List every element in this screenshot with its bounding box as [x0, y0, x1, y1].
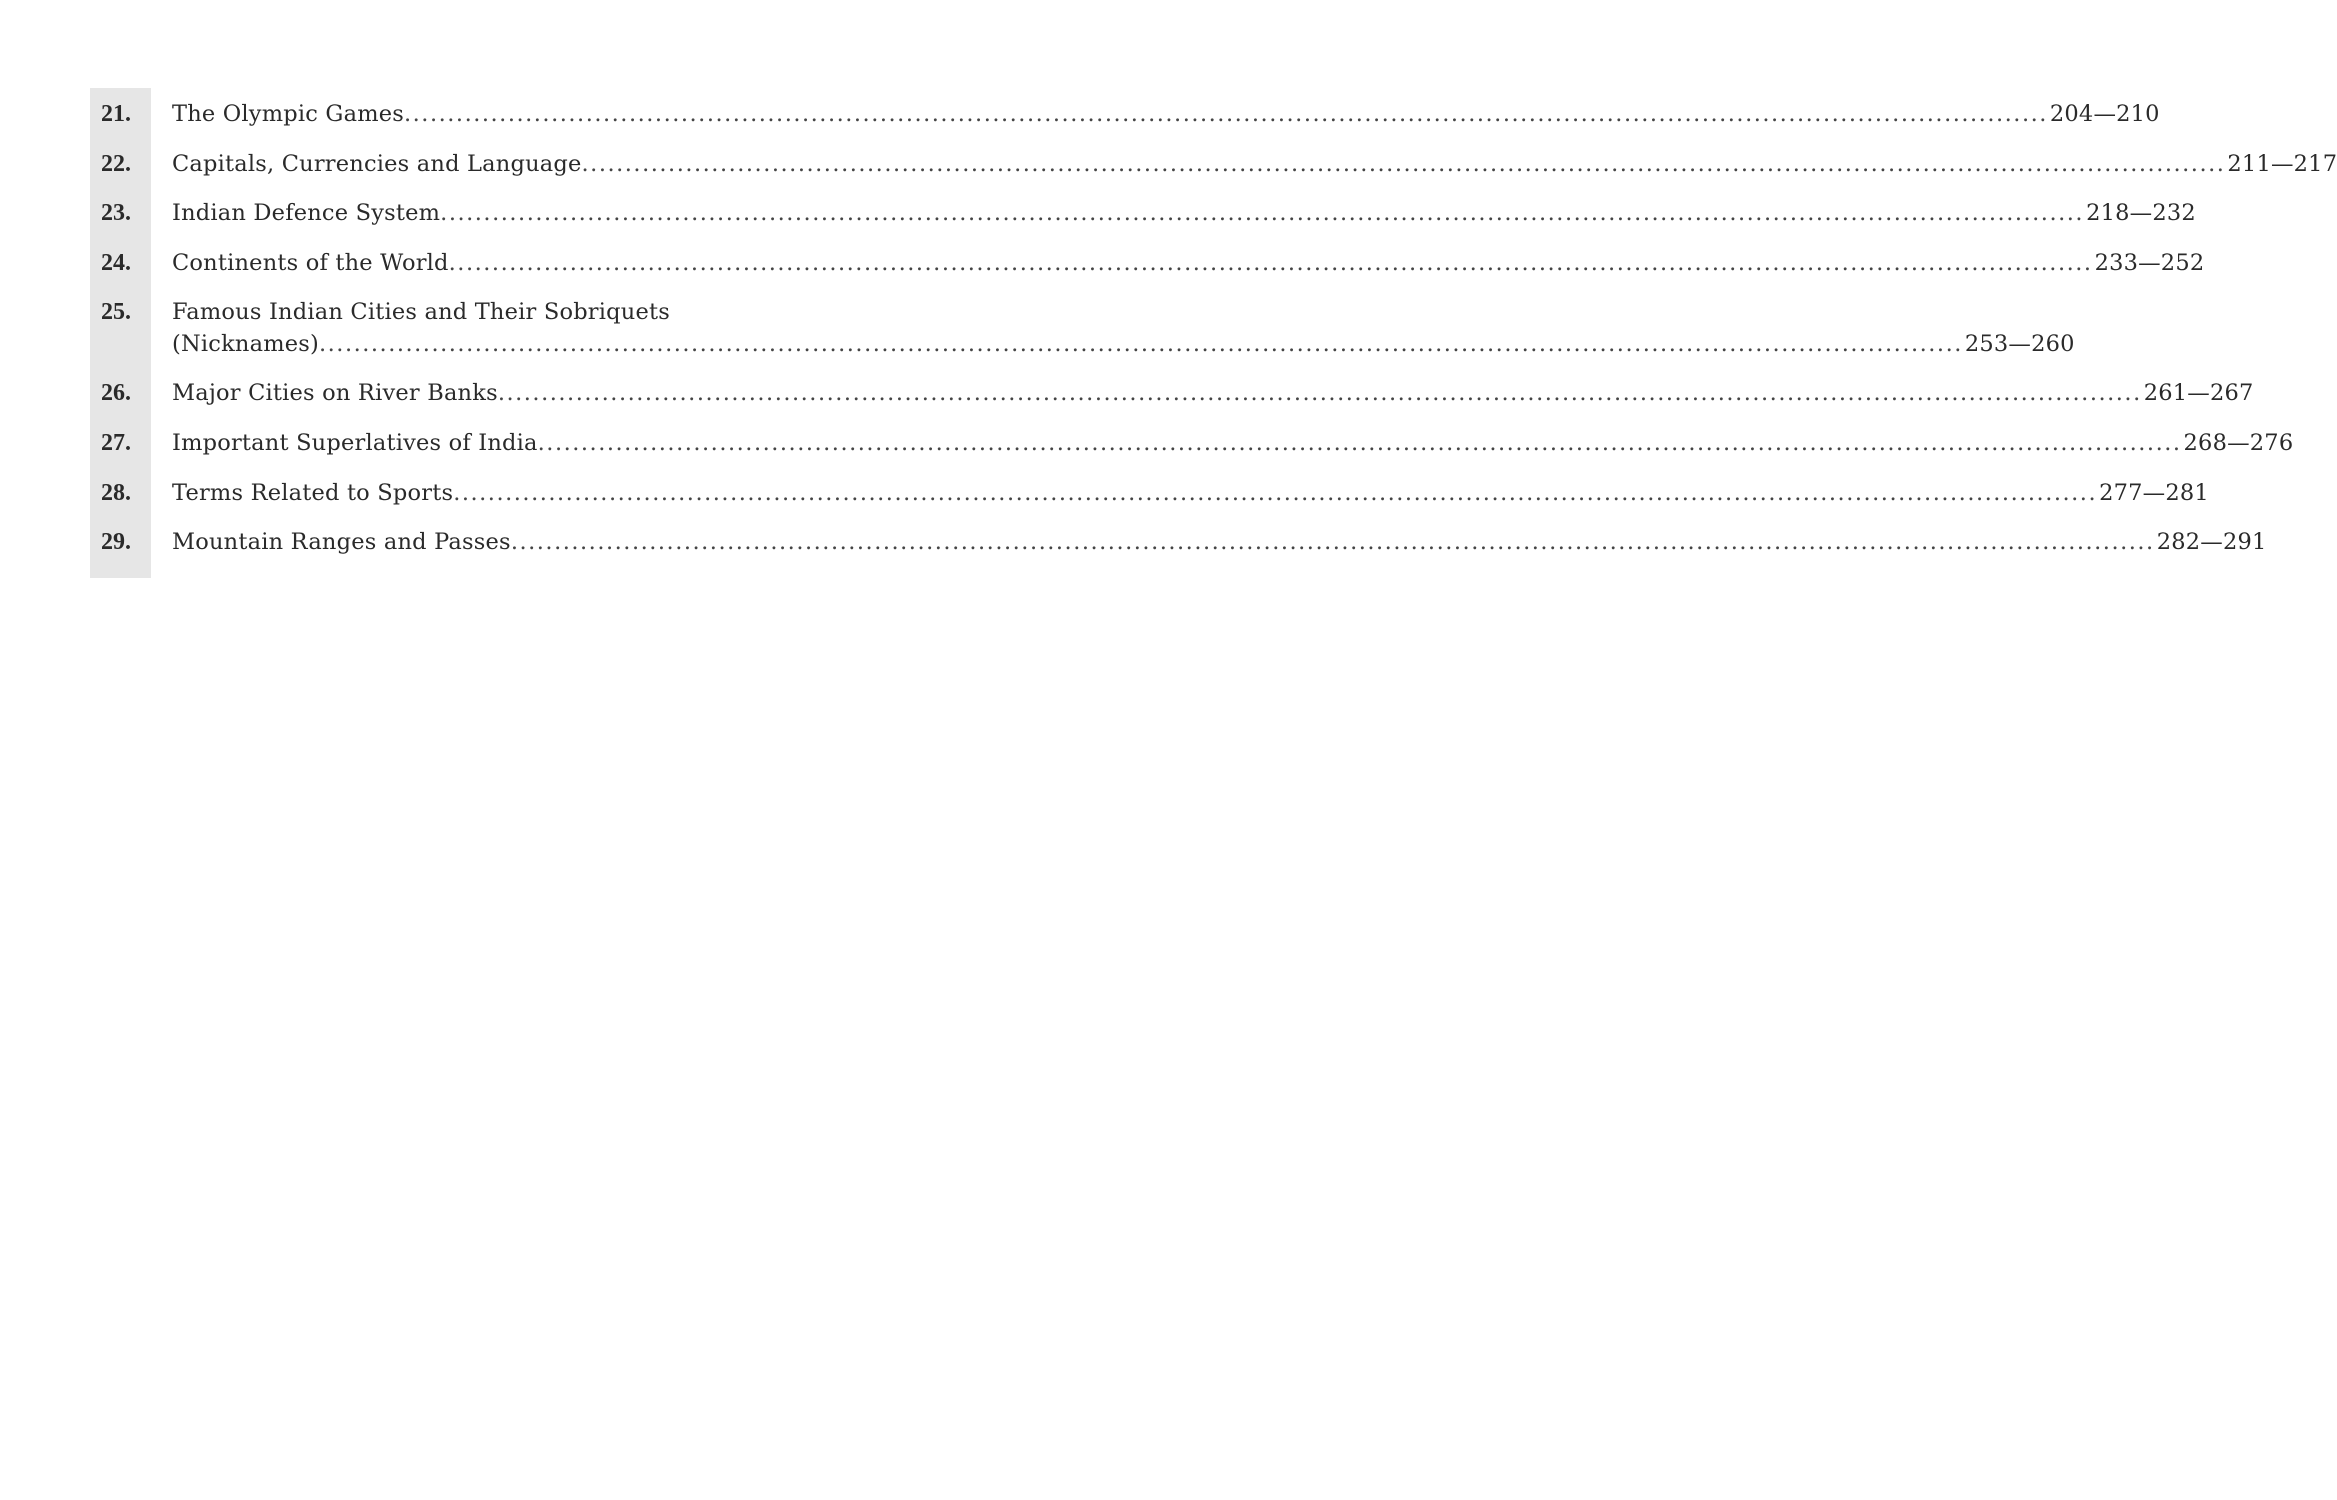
- toc-entry-pages: 282—291: [2156, 529, 2267, 556]
- toc-dot-leader: [319, 328, 1963, 360]
- toc-entry-pages: 204—210: [2049, 101, 2160, 127]
- toc-entry-number: 23.: [101, 200, 131, 227]
- toc-entry-number: 25.: [101, 299, 131, 326]
- toc-entry-pages: 233—252: [2094, 249, 2205, 276]
- toc-entry-pages: 218—232: [2086, 200, 2196, 227]
- toc-entry[interactable]: [90, 247, 2205, 297]
- toc-entry-title: Continents of the World: [172, 249, 449, 276]
- toc-entry-pages: 211—217: [2227, 150, 2337, 177]
- toc-entry-title: Terms Related to Sports: [172, 479, 454, 506]
- toc-dot-leader: [498, 377, 2142, 409]
- toc-entry-pages: 261—267: [2143, 380, 2254, 407]
- toc-entry-number: 21.: [101, 101, 131, 127]
- toc-entry-title-line2: (Nicknames): [172, 331, 319, 358]
- toc-entry-number: 26.: [101, 380, 131, 407]
- toc-entry-number: 24.: [101, 249, 131, 276]
- toc-entry-number: 29.: [101, 529, 131, 556]
- toc-dot-leader: [440, 197, 2084, 229]
- table-of-contents: [90, 98, 2337, 576]
- toc-entry-pages: 277—281: [2099, 479, 2209, 506]
- toc-entry-number: 28.: [101, 479, 131, 506]
- toc-entry-pages: 268—276: [2183, 429, 2294, 456]
- toc-entry-title: Indian Defence System: [172, 200, 441, 227]
- toc-entry-number: 27.: [101, 429, 131, 456]
- toc-entry-title: Mountain Ranges and Passes: [172, 529, 511, 556]
- toc-entry-pages: 253—260: [1964, 331, 2075, 358]
- toc-entry[interactable]: [90, 377, 2254, 427]
- toc-entry-title: The Olympic Games: [172, 101, 404, 127]
- toc-dot-leader: [511, 526, 2155, 558]
- toc-entry-title: Major Cities on River Banks: [172, 380, 498, 407]
- toc-entry-title-line1: Famous Indian Cities and Their Sobriquets: [172, 299, 670, 326]
- toc-entry-title: Important Superlatives of India: [172, 429, 538, 456]
- toc-entry[interactable]: [90, 148, 2337, 198]
- toc-entry[interactable]: [90, 526, 2267, 576]
- toc-dot-leader: [404, 98, 2048, 130]
- toc-entry[interactable]: [90, 197, 2196, 247]
- toc-entry[interactable]: [90, 477, 2209, 527]
- toc-dot-leader: [538, 427, 2182, 459]
- toc-entry[interactable]: [90, 427, 2294, 477]
- toc-entry-number: 22.: [101, 150, 131, 177]
- toc-entry-title: Capitals, Currencies and Language: [172, 150, 582, 177]
- toc-entry[interactable]: [90, 296, 2075, 377]
- toc-dot-leader: [582, 148, 2226, 180]
- toc-entry[interactable]: [90, 98, 2160, 148]
- toc-dot-leader: [449, 247, 2093, 279]
- toc-dot-leader: [453, 477, 2097, 509]
